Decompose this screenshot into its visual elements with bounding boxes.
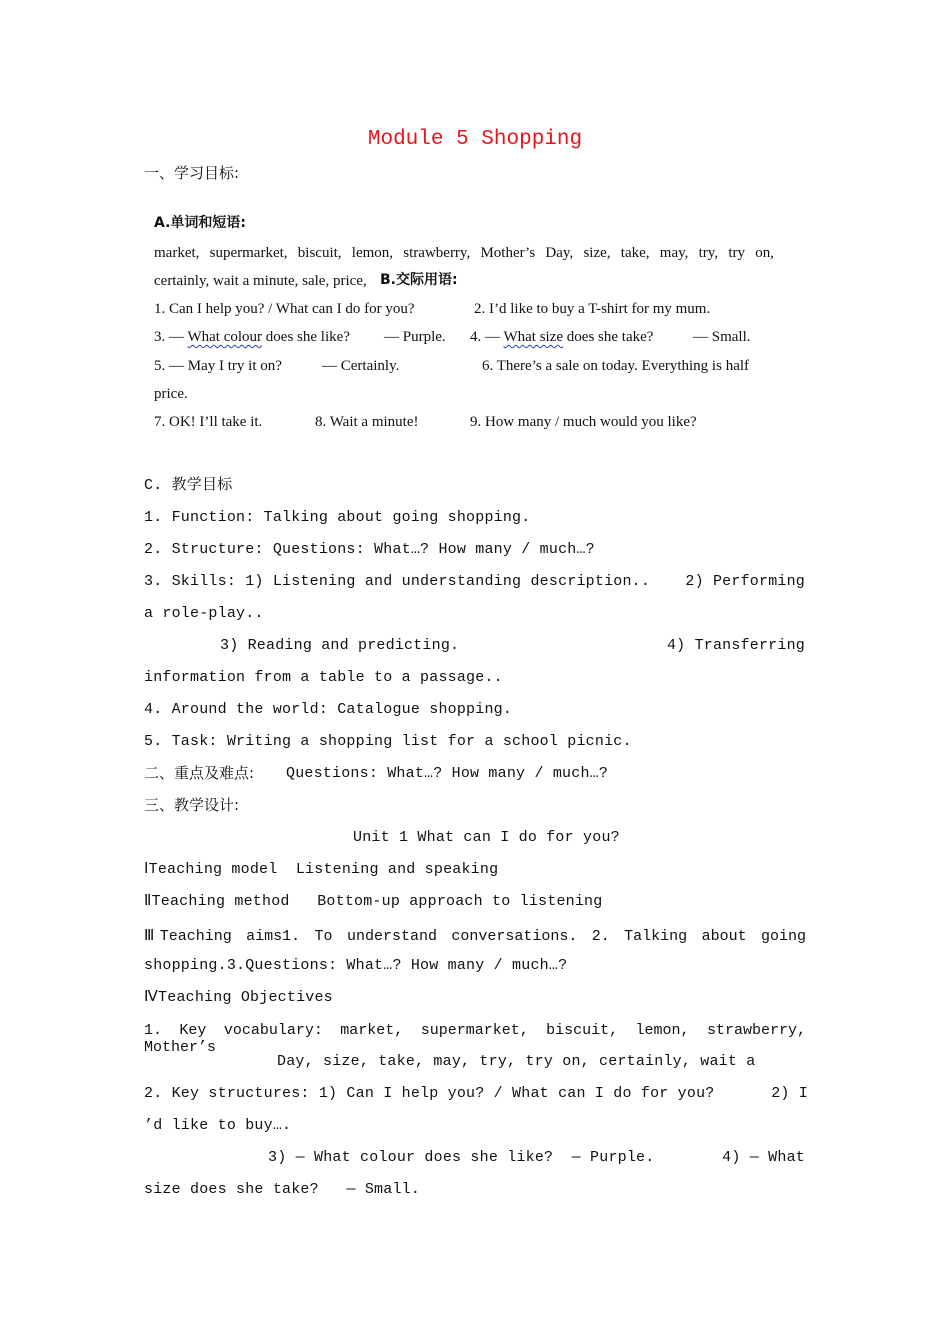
goal-around-world: 4. Around the world: Catalogue shopping. — [144, 701, 513, 718]
teaching-aims-cont: shopping.3.Questions: What…? How many / much…? — [144, 957, 568, 974]
phrases-heading: B.交际用语: — [380, 272, 458, 288]
phrase-6: 6. There’s a sale on today. Everything is half — [482, 358, 750, 374]
section-heading-key-points: 二、重点及难点: — [144, 764, 255, 782]
phrase-7: 7. OK! I’ll take it. — [154, 414, 263, 430]
goal-function: 1. Function: Talking about going shopping. — [144, 509, 531, 526]
key-structures-3: 3) — What colour does she like? — Purple. — [268, 1149, 655, 1166]
key-vocabulary: 1. Key vocabulary: market, supermarket, biscuit, lemon, strawberry, Mother’s — [144, 1022, 806, 1056]
goal-skills-3: 3) Reading and predicting. — [220, 637, 460, 654]
key-structures-4-cont: size does she take? — Small. — [144, 1181, 421, 1198]
phrase-4: 4. — What size does she take? — [470, 329, 654, 345]
phrase-5-answer: — Certainly. — [322, 358, 400, 374]
unit-title: Unit 1 What can I do for you? — [353, 829, 620, 846]
section-heading-design: 三、教学设计: — [144, 796, 240, 814]
vocab-heading: A.单词和短语: — [154, 215, 247, 231]
goal-structure: 2. Structure: Questions: What…? How many / much…? — [144, 541, 595, 558]
key-structures: 2. Key structures: 1) Can I help you? / What can I do for you? — [144, 1085, 715, 1102]
goal-skills-2: 2) Performing — [685, 573, 805, 590]
phrase-1: 1. Can I help you? / What can I do for you? — [154, 301, 415, 317]
key-vocabulary-cont: Day, size, take, may, try, try on, certainly, wait a — [277, 1053, 756, 1070]
key-structures-2: 2) I — [771, 1085, 808, 1102]
teaching-model: ⅠTeaching model Listening and speaking — [144, 861, 499, 878]
key-structures-4: 4) — What — [722, 1149, 805, 1166]
goal-skills: 3. Skills: 1) Listening and understanding description.. — [144, 573, 651, 590]
goal-skills-cont: a role-play.. — [144, 605, 264, 622]
key-structures-2-cont: ’d like to buy…. — [144, 1117, 292, 1134]
phrase-9: 9. How many / much would you like? — [470, 414, 697, 430]
phrase-6-cont: price. — [154, 386, 188, 402]
goal-skills-4-cont: information from a table to a passage.. — [144, 669, 503, 686]
teaching-method: ⅡTeaching method Bottom-up approach to listening — [144, 893, 603, 910]
goal-task: 5. Task: Writing a shopping list for a school picnic. — [144, 733, 632, 750]
teaching-aims: ⅢTeaching aims1. To understand conversations. 2. Talking about going — [144, 928, 806, 945]
page-title: Module 5 Shopping — [367, 128, 583, 151]
phrase-8: 8. Wait a minute! — [315, 414, 419, 430]
phrase-3: 3. — What colour does she like? — [154, 329, 350, 345]
teaching-objectives: ⅣTeaching Objectives — [144, 989, 333, 1006]
phrase-3-answer: — Purple. — [384, 329, 446, 345]
phrase-4-answer: — Small. — [693, 329, 751, 345]
vocab-line-2: certainly, wait a minute, sale, price, — [154, 273, 367, 289]
goal-skills-4: 4) Transferring — [666, 637, 805, 654]
section-heading-objectives: 一、学习目标: — [144, 164, 240, 182]
section-heading-teaching-goals: C. 教学目标 — [144, 477, 233, 494]
key-points-text: Questions: What…? How many / much…? — [286, 765, 609, 782]
phrase-5: 5. — May I try it on? — [154, 358, 282, 374]
phrase-2: 2. I’d like to buy a T-shirt for my mum. — [474, 301, 711, 317]
vocab-line-1: market, supermarket, biscuit, lemon, strawberry, Mother’s Day, size, take, may, try, try on, — [154, 245, 774, 261]
